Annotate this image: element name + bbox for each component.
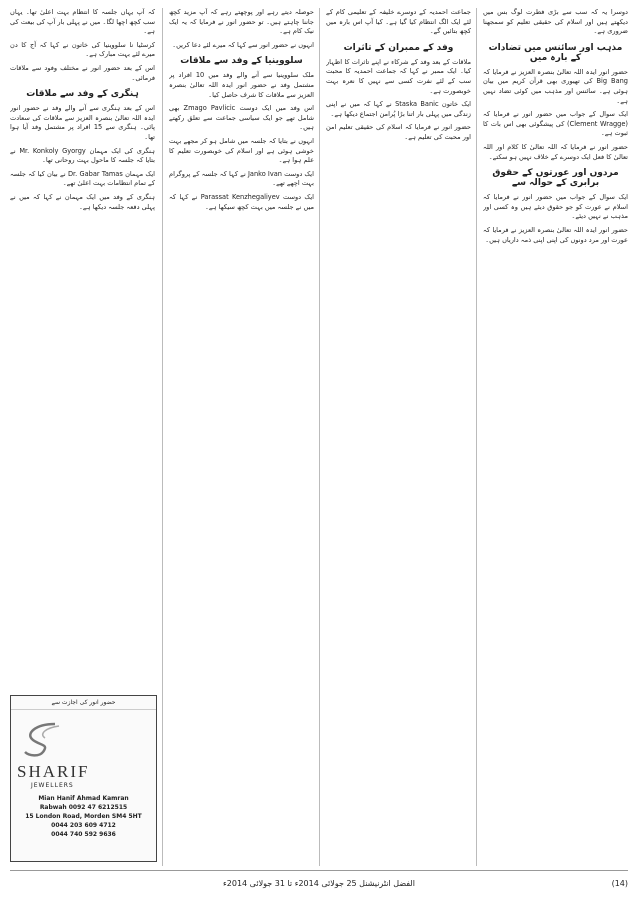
- paragraph: ہنگری کی ایک مہمان Mr. Konkoly Gyorgy نے بتایا کہ جلسہ کا ماحول بہت روحانی تھا۔: [10, 146, 155, 165]
- jeweller-logo-icon: [15, 720, 71, 760]
- column-divider: [476, 8, 477, 866]
- ad-address: 15 London Road, Morden SM4 5HT: [25, 813, 142, 820]
- paragraph: کہ آپ یہاں جلسہ کا انتظام بہت اعلیٰ تھا۔ یہاں سب کچھ اچھا لگا۔ میں نے پہلی بار آپ کی بیعت کی ہے۔: [10, 8, 155, 36]
- ad-brand-subtitle: JEWELLERS: [31, 782, 74, 789]
- column-divider: [319, 8, 320, 866]
- text-column-3: [326, 8, 471, 866]
- paragraph: ملاقات کے بعد وفد کے شرکاء نے اپنے تاثرات کا اظہار کیا۔ ایک ممبر نے کہا کہ جماعت احمدیہ کا محبت سب کے لئے نفرت کسی سے نہیں کا نعرہ بہت خوبصورت ہے۔: [326, 57, 471, 95]
- paragraph: انہوں نے حضور انور سے کہا کہ میرے لئے دعا کریں۔: [172, 40, 314, 49]
- paragraph: اس وفد میں ایک دوست Zmago Pavlicic بھی شامل تھے جو ایک سیاسی جماعت سے تعلق رکھتے ہیں۔: [169, 104, 314, 132]
- paragraph: حوصلہ دیتے رہے اور پوچھتے رہے کہ آپ مزید کچھ جاننا چاہتے ہیں۔ تو حضور انور نے فرمایا کہ یہ ایک نیک کام ہے۔: [169, 8, 314, 36]
- section-heading: سلووینیا کے وفد سے ملاقات: [180, 56, 303, 67]
- section-heading: وفد کے ممبران کے تاثرات: [343, 42, 454, 53]
- ad-header-text: حضور انور کی اجازت سے: [11, 696, 156, 710]
- paragraph: ملک سلووینیا سے آنے والے وفد میں 10 افراد پر مشتمل وفد نے حضور انور ایدہ اللہ تعالیٰ بنصرہ العزیز سے ملاقات کا شرف حاصل کیا۔: [169, 71, 314, 99]
- paragraph: دوسرا یہ کہ سب سے بڑی فطرت لوگ بس میں دیکھتے ہیں اور اسلام کی حقیقی تعلیم کو سمجھنا ضروری ہے۔: [483, 8, 628, 36]
- ad-phone-2: 0044 740 592 9636: [51, 831, 116, 838]
- ad-brand-name: SHARIF: [17, 762, 90, 781]
- paragraph: جماعت احمدیہ کے دوسرے خلیفہ کے تعلیمی کام کے لئے ایک الگ انتظام کیا گیا ہے۔ کیا آپ اس بارہ میں کچھ بتائیں گے۔: [326, 8, 471, 36]
- section-heading: مردوں اور عورتوں کے حقوق برابری کے حوالہ سے: [492, 168, 619, 189]
- paragraph: ایک سوال کے جواب میں حضور انور نے فرمایا کہ اسلام نے عورت کو جو حقوق دیئے ہیں وہ کسی اور مذہب نے نہیں دیئے۔: [483, 193, 628, 221]
- paragraph: ایک دوست Parassat Kenzhegaliyev نے کہا کہ میں نے جلسہ میں بہت کچھ سیکھا ہے۔: [169, 192, 314, 211]
- paragraph: ایک سوال کے جواب میں حضور انور نے فرمایا کہ (Clement Wragge) کی پیشگوئی بھی اس بات کا ثبوت ہے۔: [483, 110, 628, 138]
- paragraph: حضور انور نے فرمایا کہ اسلام کی حقیقی تعلیم امن اور محبت کی تعلیم ہے۔: [326, 123, 471, 141]
- ad-contact-name: Mian Hanif Ahmad Kamran: [38, 795, 129, 802]
- ad-phone-1: 0044 203 609 4712: [51, 822, 116, 829]
- paragraph: حضور انور نے فرمایا کہ اللہ تعالیٰ کا کلام اور اللہ تعالیٰ کا فعل ایک دوسرے کے خلاف نہیں ہو سکتے۔: [483, 142, 628, 161]
- paragraph: اس کے بعد حضور انور نے مختلف وفود سے ملاقات فرمائی۔: [10, 63, 155, 82]
- section-heading: ہنگری کے وفد سے ملاقات: [26, 89, 139, 100]
- section-heading: مذہب اور سائنس میں تضادات کے بارہ میں: [488, 42, 623, 63]
- jeweller-advertisement: [10, 695, 157, 862]
- paragraph: انہوں نے بتایا کہ جلسہ میں شامل ہو کر مجھے بہت خوشی ہوئی ہے اور اسلام کی خوبصورت تعلیم کا علم ہوا ہے۔: [169, 136, 314, 165]
- text-column-2: [169, 8, 314, 866]
- paragraph: ایک خاتون Staska Banic نے کہا کہ میں نے اپنی زندگی میں پہلی بار اتنا بڑا پُرامن اجتماع دیکھا ہے۔: [326, 100, 471, 118]
- paragraph: ایک دوست Janko Ivan نے کہا کہ جلسہ کے پروگرام بہت اچھے تھے۔: [169, 169, 314, 188]
- ad-rabwah-phone: Rabwah 0092 47 6212515: [39, 804, 128, 811]
- text-column-4: [483, 8, 628, 866]
- issue-date-line: الفضل انٹرنیشنل 25 جولائی 2014ء تا 31 جولائی 2014ء: [223, 878, 415, 888]
- column-divider: [162, 8, 163, 866]
- paragraph: ایک مہمان Dr. Gabar Tamas نے بیان کیا کہ جلسہ کے تمام انتظامات بہت اعلیٰ تھے۔: [10, 169, 155, 188]
- page-number: (14): [611, 878, 628, 888]
- paragraph: اس کے بعد ہنگری سے آنے والے وفد نے حضور انور ایدہ اللہ تعالیٰ بنصرہ العزیز سے ملاقات کی سعادت پائی۔ ہنگری سے 15 افراد پر مشتمل وفد آیا ہوا تھا۔: [10, 104, 155, 141]
- text-column-1: [10, 8, 155, 688]
- paragraph: حضور انور ایدہ اللہ تعالیٰ بنصرہ العزیز نے فرمایا کہ عورت اور مرد دونوں کی اپنی اپنی ذمہ داریاں ہیں۔: [483, 225, 628, 244]
- ad-contact-block: [15, 794, 152, 839]
- paragraph: ہنگری کے وفد میں ایک مہمان نے کہا کہ میں نے پہلی دفعہ جلسہ دیکھا ہے۔: [10, 192, 155, 211]
- paragraph: کرسٹیا نا سلووینیا کی خاتون نے کہا کہ آج کا دن میرے لئے بہت مبارک ہے۔: [10, 40, 155, 59]
- paragraph: حضور انور ایدہ اللہ تعالیٰ بنصرہ العزیز نے فرمایا کہ Big Bang کی تھیوری بھی قرآن کریم میں بیان ہوئی ہے۔ سائنس اور مذہب میں کوئی تضاد نہیں ہے۔: [483, 67, 628, 105]
- page-footer: [10, 870, 628, 895]
